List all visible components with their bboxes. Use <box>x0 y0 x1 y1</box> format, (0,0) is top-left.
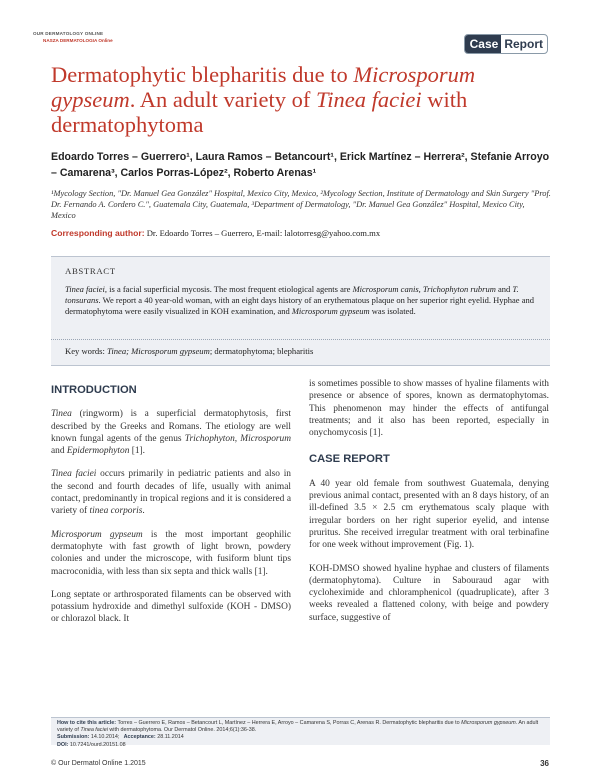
abstract-heading: ABSTRACT <box>65 266 116 276</box>
badge-case: Case <box>465 35 502 53</box>
corresponding-text: Dr. Edoardo Torres – Guerrero, E-mail: lalotorresg@yahoo.com.mx <box>144 228 381 238</box>
page-number: 36 <box>540 759 549 768</box>
badge-report: Report <box>504 37 543 51</box>
right-column <box>309 378 549 635</box>
journal-logo <box>33 31 145 51</box>
keywords: Key words: Tinea; Microsporum gypseum; dermatophytoma; blepharitis <box>65 346 314 356</box>
case-report-heading: CASE REPORT <box>309 453 390 466</box>
case-paragraph-1: A 40 year old female from southwest Guatemala, denying previous animal contact, presented with an 8 days history, of an ill-defined 3.5 × 2.5 cm erythematous scaly plaque with irregular borders on her right superior eyelid, and intense pruritus. She received irregular treatment with oral terbinafine for one week without improvement (Fig. 1). <box>309 478 549 551</box>
abstract-divider <box>51 339 550 340</box>
intro-paragraph-3: Microsporum gypseum is the most important geophilic dermatophyte with fast growth of light brown, powdery colonies and under the microscope, with fusiform blunt tips macroconidia, with less than six septa and thick walls [1]. <box>51 529 291 577</box>
intro-continued-paragraph: is sometimes possible to show masses of hyaline filaments with presence or absence of spores, known as dermatophytomas. This phenomenon may hinder the effects of antifungal treatments; and it also has been reported, especially in onychomycosis [1]. <box>309 379 549 439</box>
citation-box <box>51 717 550 748</box>
affiliations: ¹Mycology Section, "Dr. Manuel Gea González" Hospital, Mexico City, Mexico, ²Mycology Section, Institute of Dermatology and Skin Surgery "Prof. Dr. Fernando A. Cordero C.", Guatemala City, Guatemala, ³Department of Dermatology, "Dr. Manuel Gea González" Hospital, Mexico City, Mexico <box>51 189 551 220</box>
corresponding-author <box>51 228 551 238</box>
article-title: Dermatophytic blepharitis due to Microsporum gypseum. An adult variety of Tinea faciei with dermatophytoma <box>51 62 476 137</box>
intro-paragraph-4: Long septate or arthrosporated filaments can be observed with potassium hydroxide and dimethyl sulfoxide (KOH - DMSO) or chlorazol black. It <box>51 589 291 625</box>
doi: DOI: 10.7241/ourd.20151.08 <box>57 741 126 748</box>
case-paragraph-2: KOH-DMSO showed hyaline hyphae and clusters of filaments (dermatophytoma). Culture in Sabouraud agar with cycloheximide and chloramphenicol (quadruplicate), after 3 weeks revealed a flattened colony, with beige and powdery surface, suggestive of <box>309 563 549 623</box>
how-to-cite: How to cite this article: Torres – Guerrero E, Ramos – Betancourt L, Martínez – Herrera E, Arroyo – Camarena S, Porras C, Arenas R. Dermatophytic blepharitis due to Microsporum gypseum. An adult variety of Tinea faciei with dermatophytoma. Our Dermatol Online. 2014;6(1):36-38. <box>57 720 539 734</box>
logo-line-2: NASZA DERMATOLOGIA Online <box>43 38 113 43</box>
case-report-badge <box>464 34 548 54</box>
intro-paragraph-1: Tinea (ringworm) is a superficial dermatophytosis, first described by the Greeks and Romans. The etiology are well known fungal agents of the genus Trichophyton, Microsporum and Epidermophyton [1]. <box>51 409 291 457</box>
abstract-text: Tinea faciei, is a facial superficial mycosis. The most frequent etiological agents are Microsporum canis, Trichophyton rubrum and T. tonsurans. We report a 40 year-old woman, with an eight days history of an erythematous plaque on her superior right eyelid. Hyphae and dermatophytoma were easily visualized in KOH examination, and Microsporum gypseum was isolated. <box>65 284 534 317</box>
author-list: Edoardo Torres – Guerrero¹, Laura Ramos – Betancourt¹, Erick Martínez – Herrera², Stefanie Arroyo – Camarena³, Carlos Porras-López², Roberto Arenas¹ <box>51 151 550 179</box>
abstract-box <box>51 256 550 366</box>
corresponding-label: Corresponding author: <box>51 228 145 238</box>
logo-line-1: OUR DERMATOLOGY ONLINE <box>33 31 104 36</box>
submission-dates: Submission: 14.10.2014; Acceptance: 28.11.2014 <box>57 734 184 741</box>
left-column <box>51 378 291 637</box>
introduction-heading: INTRODUCTION <box>51 384 137 396</box>
intro-paragraph-2: Tinea faciei occurs primarily in pediatric patients and also in the second and fourth decades of life, usually with animal contact, predominantly in tropical regions and it is considered a variety of tinea corporis. <box>51 469 291 517</box>
footer-copyright: © Our Dermatol Online 1.2015 <box>51 760 146 767</box>
